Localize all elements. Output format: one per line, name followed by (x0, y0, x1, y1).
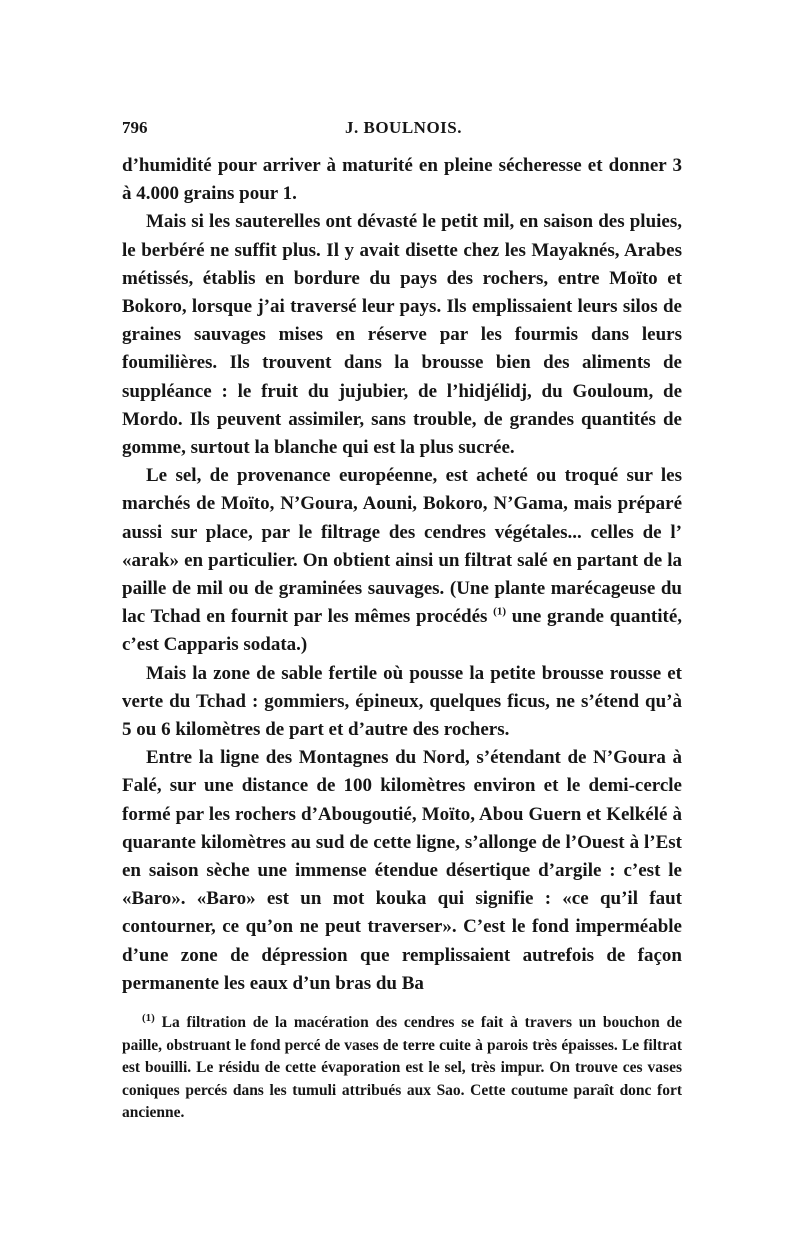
footnotes (122, 1012, 682, 1125)
paragraph-4: Mais la zone de sable fertile où pousse la petite brousse rousse et verte du Tchad : gommiers, épineux, quelques ficus, ne s’étend qu’à 5 ou 6 kilomètres de part et d’autre des rochers. (122, 662, 682, 741)
paragraph-2: Mais si les sauterelles ont dévasté le petit mil, en saison des pluies, le berbéré ne suffit plus. Il y avait disette chez les Mayaknés, Arabes métissés, établis en bordure du pays des rochers, entre Moïto et Bokoro, lorsque j’ai traversé leur pays. Ils emplissaient leurs silos de graines sauvages mises en réserve par les fourmis dans leurs foumilières. Ils trouvent dans la brousse bien des aliments de suppléance : le fruit du jujubier, de l’hidjélidj, du Gouloum, de Mordo. Ils peuvent assimiler, sans trouble, de grandes quantités de gomme, surtout la blanche qui est la plus sucrée. (122, 211, 682, 459)
running-head (122, 118, 682, 148)
footnote-1 (122, 1012, 682, 1125)
main-text (122, 152, 682, 998)
footnote-marker: (1) (142, 1011, 155, 1024)
footnote-reference: (1) (493, 605, 506, 618)
paragraph-3-text-end: une grande quantité, c’est Capparis sodata.) (122, 606, 683, 656)
footnote-text: La filtration de la macération des cendres se fait à travers un bouchon de paille, obstruant le fond percé de vases de terre cuite à parois très épaisses. Le filtrat est bouilli. Le résidu de cette évaporation est le sel, très impur. On trouve ces vases coniques percés dans les tumuli attribués aux Sao. Cette coutume paraît donc fort ancienne. (122, 1014, 683, 1121)
page-number: 796 (122, 118, 148, 137)
paragraph-3-text: Le sel, de provenance européenne, est acheté ou troqué sur les marchés de Moïto, N’Goura, Aouni, Bokoro, N’Gama, mais préparé aussi sur place, par le filtrage des cendres végétales... celles de l’ «arak» en particulier. On obtient ainsi un filtrat salé en partant de la paille de mil ou de graminées sauvages. (Une plante marécageuse du lac Tchad en fournit par les mêmes procédés (122, 465, 682, 628)
paragraph-5: Entre la ligne des Montagnes du Nord, s’étendant de N’Goura à Falé, sur une distance de 100 kilomètres environ et le demi-cercle formé par les rochers d’Abougoutié, Moïto, Abou Guern et Kelkélé à quarante kilomètres au sud de cette ligne, s’allonge de l’Ouest à l’Est en saison sèche une immense étendue désertique d’argile : c’est le «Baro». «Baro» est un mot kouka qui signifie : «ce qu’il faut contourner, ce qu’on ne peut traverser». C’est le fond imperméable d’une zone de dépression que remplissaient autrefois de façon permanente les eaux d’un bras du Ba (122, 747, 682, 994)
paragraph-1: d’humidité pour arriver à maturité en pleine sécheresse et donner 3 à 4.000 grains pour 1. (122, 155, 682, 205)
paragraph-3 (122, 462, 682, 659)
running-head-author: J. BOULNOIS. (345, 118, 462, 137)
